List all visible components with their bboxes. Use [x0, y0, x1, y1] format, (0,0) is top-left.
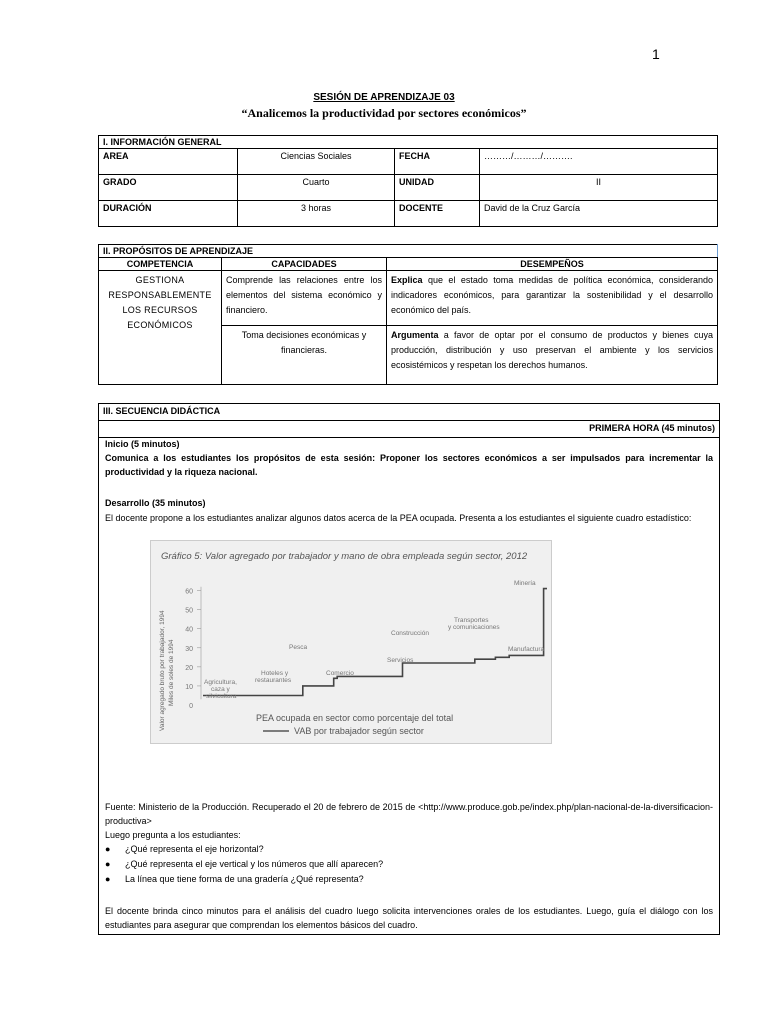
area-label: AREA — [99, 149, 238, 175]
sector-label: Manufactura — [508, 646, 545, 653]
general-info-table — [98, 135, 718, 227]
sector-label: restaurantes — [255, 677, 292, 684]
area-value: Ciencias Sociales — [238, 149, 395, 175]
sector-label: Servicios — [387, 657, 414, 664]
bullet-icon: ● — [105, 859, 111, 869]
y-tick-label: 20 — [185, 664, 193, 672]
fecha-value: ………/………/………. — [480, 149, 718, 175]
questions-list — [105, 842, 383, 887]
grado-value: Cuarto — [238, 175, 395, 201]
bullet-icon: ● — [105, 874, 111, 884]
sector-label: Construcción — [391, 630, 429, 637]
list-item — [105, 842, 383, 857]
question-1: ¿Qué representa el eje horizontal? — [125, 844, 264, 854]
page-number: 1 — [652, 46, 660, 62]
chart-title: Gráfico 5: Valor agregado por trabajador y mano de obra empleada según sector, 2012 — [161, 551, 528, 562]
first-hour-label: PRIMERA HORA (45 minutos) — [99, 421, 719, 438]
inicio-text: Comunica a los estudiantes los propósitos de esta sesión: Proponer los sectores económicos a ser impulsados para incrementar la productividad y la riqueza nacional. — [105, 453, 713, 477]
bullet-icon: ● — [105, 844, 111, 854]
sector-label: y comunicaciones — [448, 624, 500, 631]
desempeno-1-text: que el estado toma medidas de política económica, considerando indicadores económicos, para garantizar la sostenibilidad y el desarrollo económico del país. — [391, 275, 713, 315]
unidad-value: II — [480, 175, 718, 201]
sector-label: caza y — [211, 686, 230, 693]
grado-label: GRADO — [99, 175, 238, 201]
sector-label: Pesca — [289, 644, 308, 651]
list-item — [105, 872, 383, 887]
y-tick-label: 40 — [185, 626, 193, 634]
chart-ylabel: Valor agregado bruto por trabajador, 1994 — [159, 610, 166, 731]
fuente-text: Fuente: Ministerio de la Producción. Recuperado el 20 de febrero de 2015 de <http://www.produce.gob.pe/index.php/plan-nacional-de-la-diversificacion-productiva> — [105, 802, 713, 826]
desarrollo-heading: Desarrollo (35 minutos) — [105, 498, 206, 508]
col-capacidades: CAPACIDADES — [222, 258, 387, 271]
docente-value: David de la Cruz García — [480, 201, 718, 227]
y-tick-label: 30 — [185, 645, 193, 653]
unidad-label: UNIDAD — [395, 175, 480, 201]
sector-label: Comercio — [326, 670, 354, 677]
capacidad-1: Comprende las relaciones entre los elementos del sistema económico y financiero. — [222, 271, 387, 326]
question-3: La línea que tiene forma de una gradería ¿Qué representa? — [125, 874, 364, 884]
capacidad-2: Toma decisiones económicas y financieras. — [222, 326, 387, 385]
desempeno-2-text: a favor de optar por el consumo de productos y bienes cuya producción, distribución y uso preservan el ambiente y los servicios ecosistémicos y respetan los derechos humanos. — [391, 330, 713, 370]
competencia-cell: GESTIONA RESPONSABLEMENTE LOS RECURSOS ECONÓMICOS — [99, 271, 222, 385]
desempeno-1-verb: Explica — [391, 275, 423, 285]
y-tick-label: 60 — [185, 588, 193, 596]
desempeno-2 — [387, 326, 718, 385]
sector-label: Transportes — [454, 617, 489, 624]
duracion-value: 3 horas — [238, 201, 395, 227]
list-item — [105, 857, 383, 872]
section1-heading: I. INFORMACIÓN GENERAL — [99, 136, 718, 149]
y-tick-label: 50 — [185, 607, 193, 615]
duracion-label: DURACIÓN — [99, 201, 238, 227]
session-subtitle: “Analicemos la productividad por sectores económicos” — [241, 106, 527, 120]
desarrollo-text: El docente propone a los estudiantes analizar algunos datos acerca de la PEA ocupada. Presenta a los estudiantes el siguiente cuadro estadístico: — [105, 513, 692, 523]
y-tick-label: 0 — [189, 703, 193, 710]
learning-purposes-table — [98, 244, 718, 385]
session-title: SESIÓN DE APRENDIZAJE 03 — [313, 92, 455, 103]
section3-heading: III. SECUENCIA DIDÁCTICA — [99, 404, 719, 421]
luego-text: Luego pregunta a los estudiantes: — [105, 830, 241, 840]
section2-heading: II. PROPÓSITOS DE APRENDIZAJE — [99, 245, 718, 258]
desempeno-1 — [387, 271, 718, 326]
sector-label: Agricultura, — [204, 679, 237, 686]
desempeno-2-verb: Argumenta — [391, 330, 439, 340]
closing-text: El docente brinda cinco minutos para el análisis del cuadro luego solicita intervenciones orales de los estudiantes. Luego, guía el diálogo con los estudiantes para asegurar que comprendan los elementos básicos del cuadro. — [105, 906, 713, 930]
col-competencia: COMPETENCIA — [99, 258, 222, 271]
chart-legend: VAB por trabajador según sector — [294, 726, 424, 736]
inicio-heading: Inicio (5 minutos) — [105, 439, 180, 449]
chart-svg — [151, 541, 551, 743]
docente-label: DOCENTE — [395, 201, 480, 227]
fecha-label: FECHA — [395, 149, 480, 175]
chart-xlabel: PEA ocupada en sector como porcentaje del total — [256, 713, 454, 723]
question-2: ¿Qué representa el eje vertical y los números que allí aparecen? — [125, 859, 384, 869]
sector-label: silvicultura — [206, 693, 237, 700]
col-desempenos: DESEMPEÑOS — [387, 258, 718, 271]
y-tick-label: 10 — [185, 683, 193, 691]
chart-figure — [150, 540, 552, 744]
chart-ylabel2: Miles de soles de 1994 — [168, 639, 175, 706]
sector-label: Minería — [514, 580, 536, 587]
sector-label: Hoteles y — [261, 670, 289, 677]
